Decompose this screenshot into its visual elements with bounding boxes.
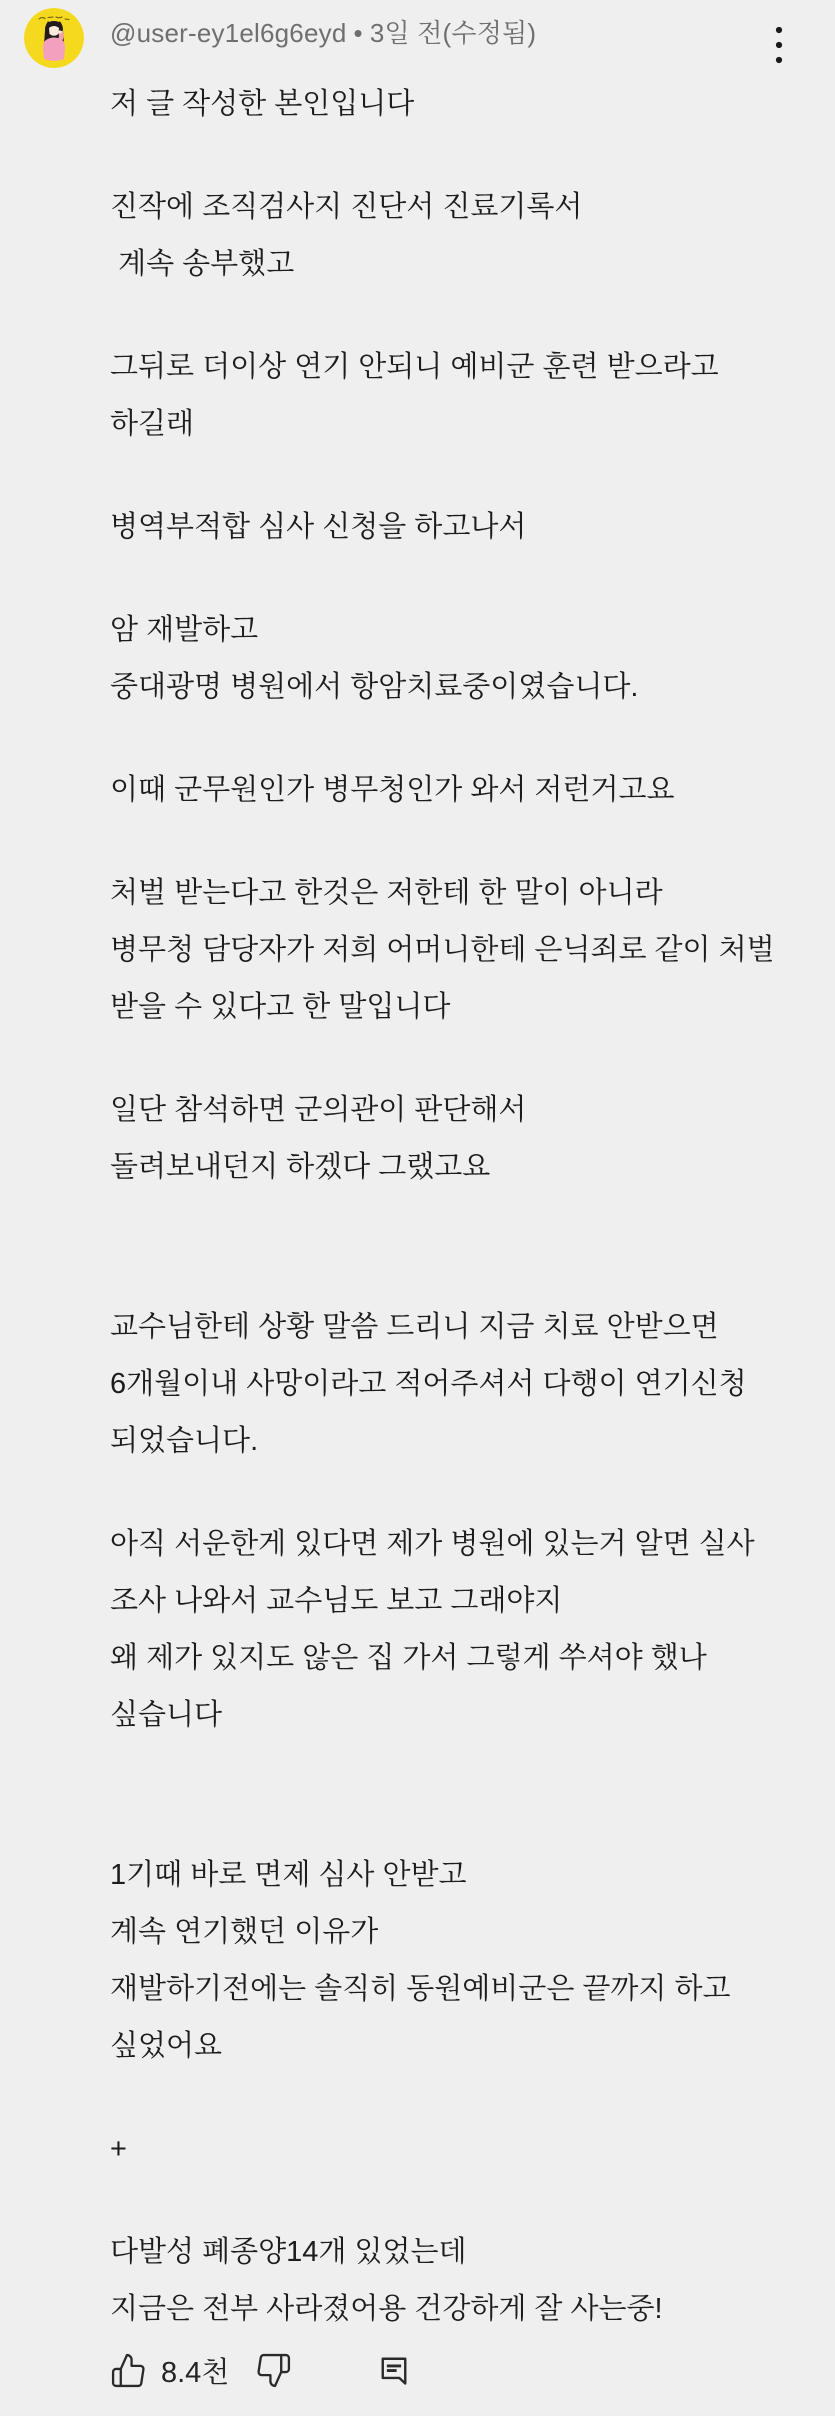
comment-body [110,76,791,2338]
comment-text-line: 아직 서운한게 있다면 제가 병원에 있는거 알면 실사 [110,1528,755,1560]
user-avatar-illustration [24,8,84,68]
comment-text-line: 돌려보내던지 하겠다 그랬고요 [110,1151,491,1183]
comment-paragraph [110,602,791,716]
comment-paragraph [110,2224,791,2338]
comment-action-bar [110,2348,791,2392]
comment-text-line: 다발성 폐종양14개 있었는데 [110,2236,467,2268]
comment-text-line: 싶습니다 [110,1699,223,1731]
comment-text-line: 되었습니다. [110,1425,259,1457]
comment-paragraph [110,1299,791,1470]
comment-text-line: 6개월이내 사망이라고 적어주셔서 다행이 연기신청 [110,1368,747,1400]
comment-text-line: 일단 참석하면 군의관이 판단해서 [110,1094,527,1126]
comment-paragraph [110,1516,791,1744]
comment-text-line: 조사 나와서 교수님도 보고 그래야지 [110,1585,563,1617]
avatar[interactable] [24,8,84,68]
thumbs-down-icon [255,2352,292,2389]
comment-paragraph [110,865,791,1036]
comment-paragraph [110,339,791,453]
comment-text-line: 처벌 받는다고 한것은 저한테 한 말이 아니라 [110,877,663,909]
kebab-menu-icon[interactable] [762,22,796,70]
comment-text-line: 병무청 담당자가 저희 어머니한테 은닉죄로 같이 처벌 [110,934,775,966]
comment-text-line: 1기때 바로 면제 심사 안받고 [110,1859,467,1891]
comment-text-line: 중대광명 병원에서 항암치료중이였습니다. [110,671,639,703]
comment-byline [110,16,536,50]
comment-text-line: 싶었어요 [110,2030,223,2062]
comment-timestamp: 3일 전(수정됨) [369,18,537,48]
comment-text-line: 이때 군무원인가 병무청인가 와서 저런거고요 [110,774,675,806]
like-button[interactable] [110,2352,147,2389]
byline-separator: • [353,18,363,48]
comment-paragraph [110,2121,791,2178]
thumbs-up-icon [110,2352,147,2389]
comment-paragraph [110,76,791,133]
comment-text-line: 계속 연기했던 이유가 [110,1916,379,1948]
comment-paragraph [110,1847,791,2075]
comment-icon [376,2352,412,2388]
comment-text-line: 그뒤로 더이상 연기 안되니 예비군 훈련 받으라고 [110,351,719,383]
comment-text-line: 하길래 [110,408,195,440]
author-handle[interactable]: @user-ey1el6g6eyd [110,18,347,48]
like-count: 8.4천 [161,2356,230,2389]
comment-text-line: 병역부적합 심사 신청을 하고나서 [110,511,527,543]
comment-text-line: 교수님한테 상황 말씀 드리니 지금 치료 안받으면 [110,1311,719,1343]
comment-text-line: 받을 수 있다고 한 말입니다 [110,991,451,1023]
comment-text-line: 암 재발하고 [110,614,259,646]
dislike-button[interactable] [255,2352,292,2389]
comment-text-line: 재발하기전에는 솔직히 동원예비군은 끝까지 하고 [110,1973,731,2005]
comment-content [110,8,791,2392]
comment-text-line: 계속 송부했고 [110,248,295,280]
comment-text-line: 지금은 전부 사라졌어용 건강하게 잘 사는중! [110,2293,663,2325]
comment-text-line: 진작에 조직검사지 진단서 진료기록서 [110,191,583,223]
comment-header [110,8,791,70]
comment-paragraph [110,179,791,293]
comment-paragraph [110,499,791,556]
comment-text-line: + [110,2133,127,2165]
comment-paragraph [110,1082,791,1196]
reply-button[interactable] [376,2352,412,2388]
comment-text-line: 저 글 작성한 본인입니다 [110,88,415,120]
comment-text-line: 왜 제가 있지도 않은 집 가서 그렇게 쑤셔야 했나 [110,1642,707,1674]
comment-paragraph [110,762,791,819]
